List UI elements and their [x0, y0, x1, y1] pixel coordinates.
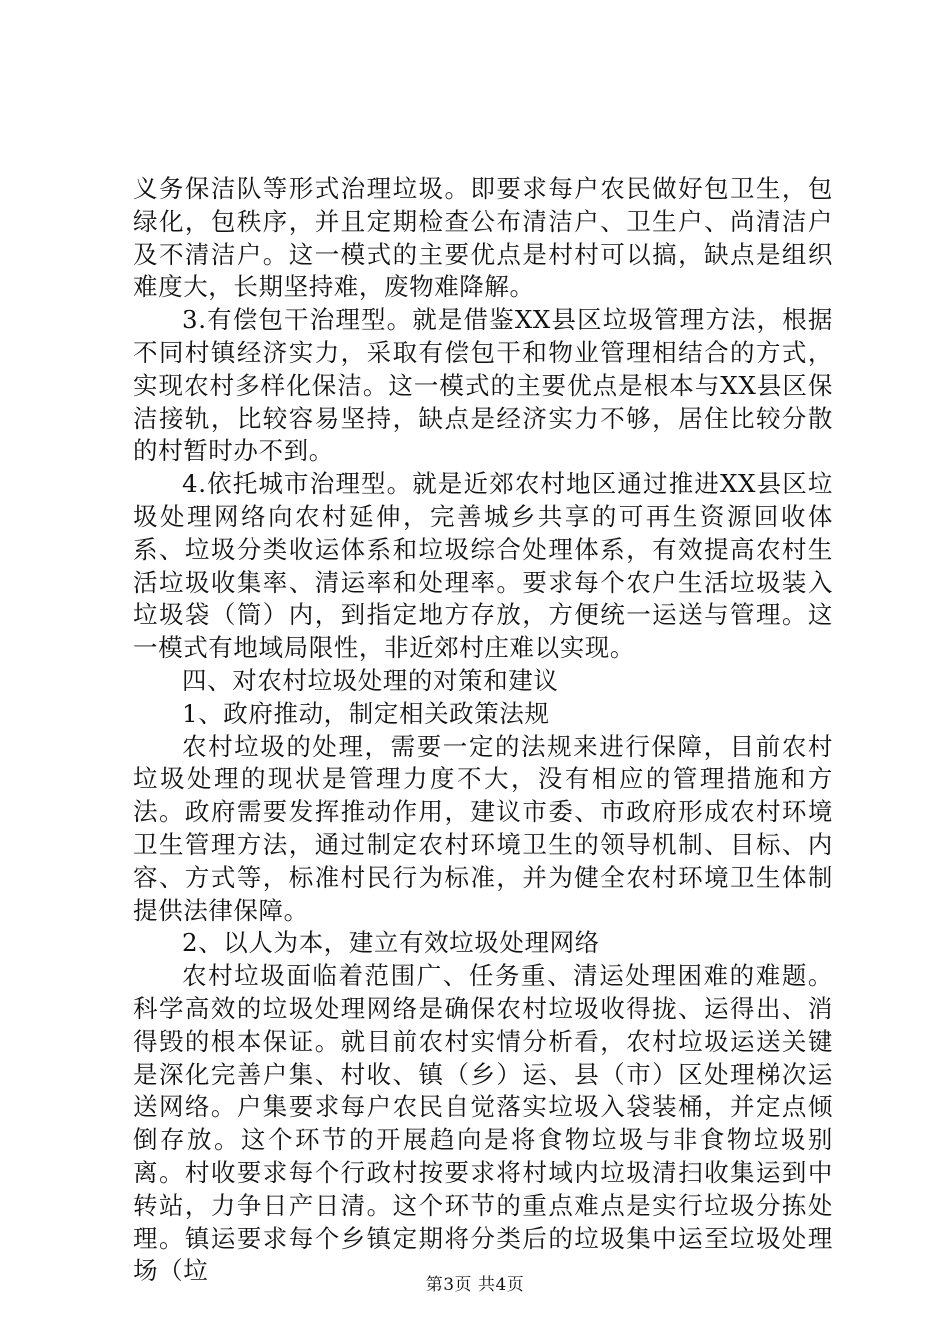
paragraph-continuation: 义务保洁队等形式治理垃圾。即要求每户农民做好包卫生，包绿化，包秩序，并且定期检查公布清洁户、卫生户、尚清洁户及不清洁户。这一模式的主要优点是村村可以搞，缺点是组织难度大，长期坚持难，废物难降解。	[133, 174, 833, 302]
document-body	[133, 173, 833, 1288]
subheading-2: 2、以人为本，建立有效垃圾处理网络	[182, 928, 600, 958]
section-heading-4: 四、对农村垃圾处理的对策和建议	[182, 665, 559, 695]
paragraph-network: 农村垃圾面临着范围广、任务重、清运处理困难的难题。科学高效的垃圾处理网络是确保农村垃圾收得拢、运得出、消得毁的根本保证。就目前农村实情分析看，农村垃圾运送关键是深化完善户集、村收、镇（乡）运、县（市）区处理梯次运送网络。户集要求每户农民自觉落实垃圾入袋装桶，并定点倾倒存放。这个环节的开展趋向是将食物垃圾与非食物垃圾别离。村收要求每个行政村按要求将村域内垃圾清扫收集运到中转站，力争日产日清。这个环节的重点难点是实行垃圾分拣处理。镇运要求每个乡镇定期将分类后的垃圾集中运至垃圾处理场（垃	[133, 961, 833, 1286]
subheading-1: 1、政府推动，制定相关政策法规	[182, 698, 550, 728]
page-footer: 第3页 共4页	[425, 1275, 525, 1295]
paragraph-item-3: 3.有偿包干治理型。就是借鉴XX县区垃圾管理方法，根据不同村镇经济实力，采取有偿包干和物业管理相结合的方式，实现农村多样化保洁。这一模式的主要优点是根本与XX县区保洁接轨，比较容易坚持，缺点是经济实力不够，居住比较分散的村暂时办不到。	[133, 305, 833, 466]
paragraph-item-4: 4.依托城市治理型。就是近郊农村地区通过推进XX县区垃圾处理网络向农村延伸，完善城乡共享的可再生资源回收体系、垃圾分类收运体系和垃圾综合处理体系，有效提高农村生活垃圾收集率、清运率和处理率。要求每个农户生活垃圾装入垃圾袋（筒）内，到指定地方存放，方便统一运送与管理。这一模式有地域局限性，非近郊村庄难以实现。	[133, 469, 833, 663]
paragraph-policy: 农村垃圾的处理，需要一定的法规来进行保障，目前农村垃圾处理的现状是管理力度不大，没有相应的管理措施和方法。政府需要发挥推动作用，建议市委、市政府形成农村环境卫生管理方法，通过制定农村环境卫生的领导机制、目标、内容、方式等，标准村民行为标准，并为健全农村环境卫生体制提供法律保障。	[133, 731, 833, 925]
